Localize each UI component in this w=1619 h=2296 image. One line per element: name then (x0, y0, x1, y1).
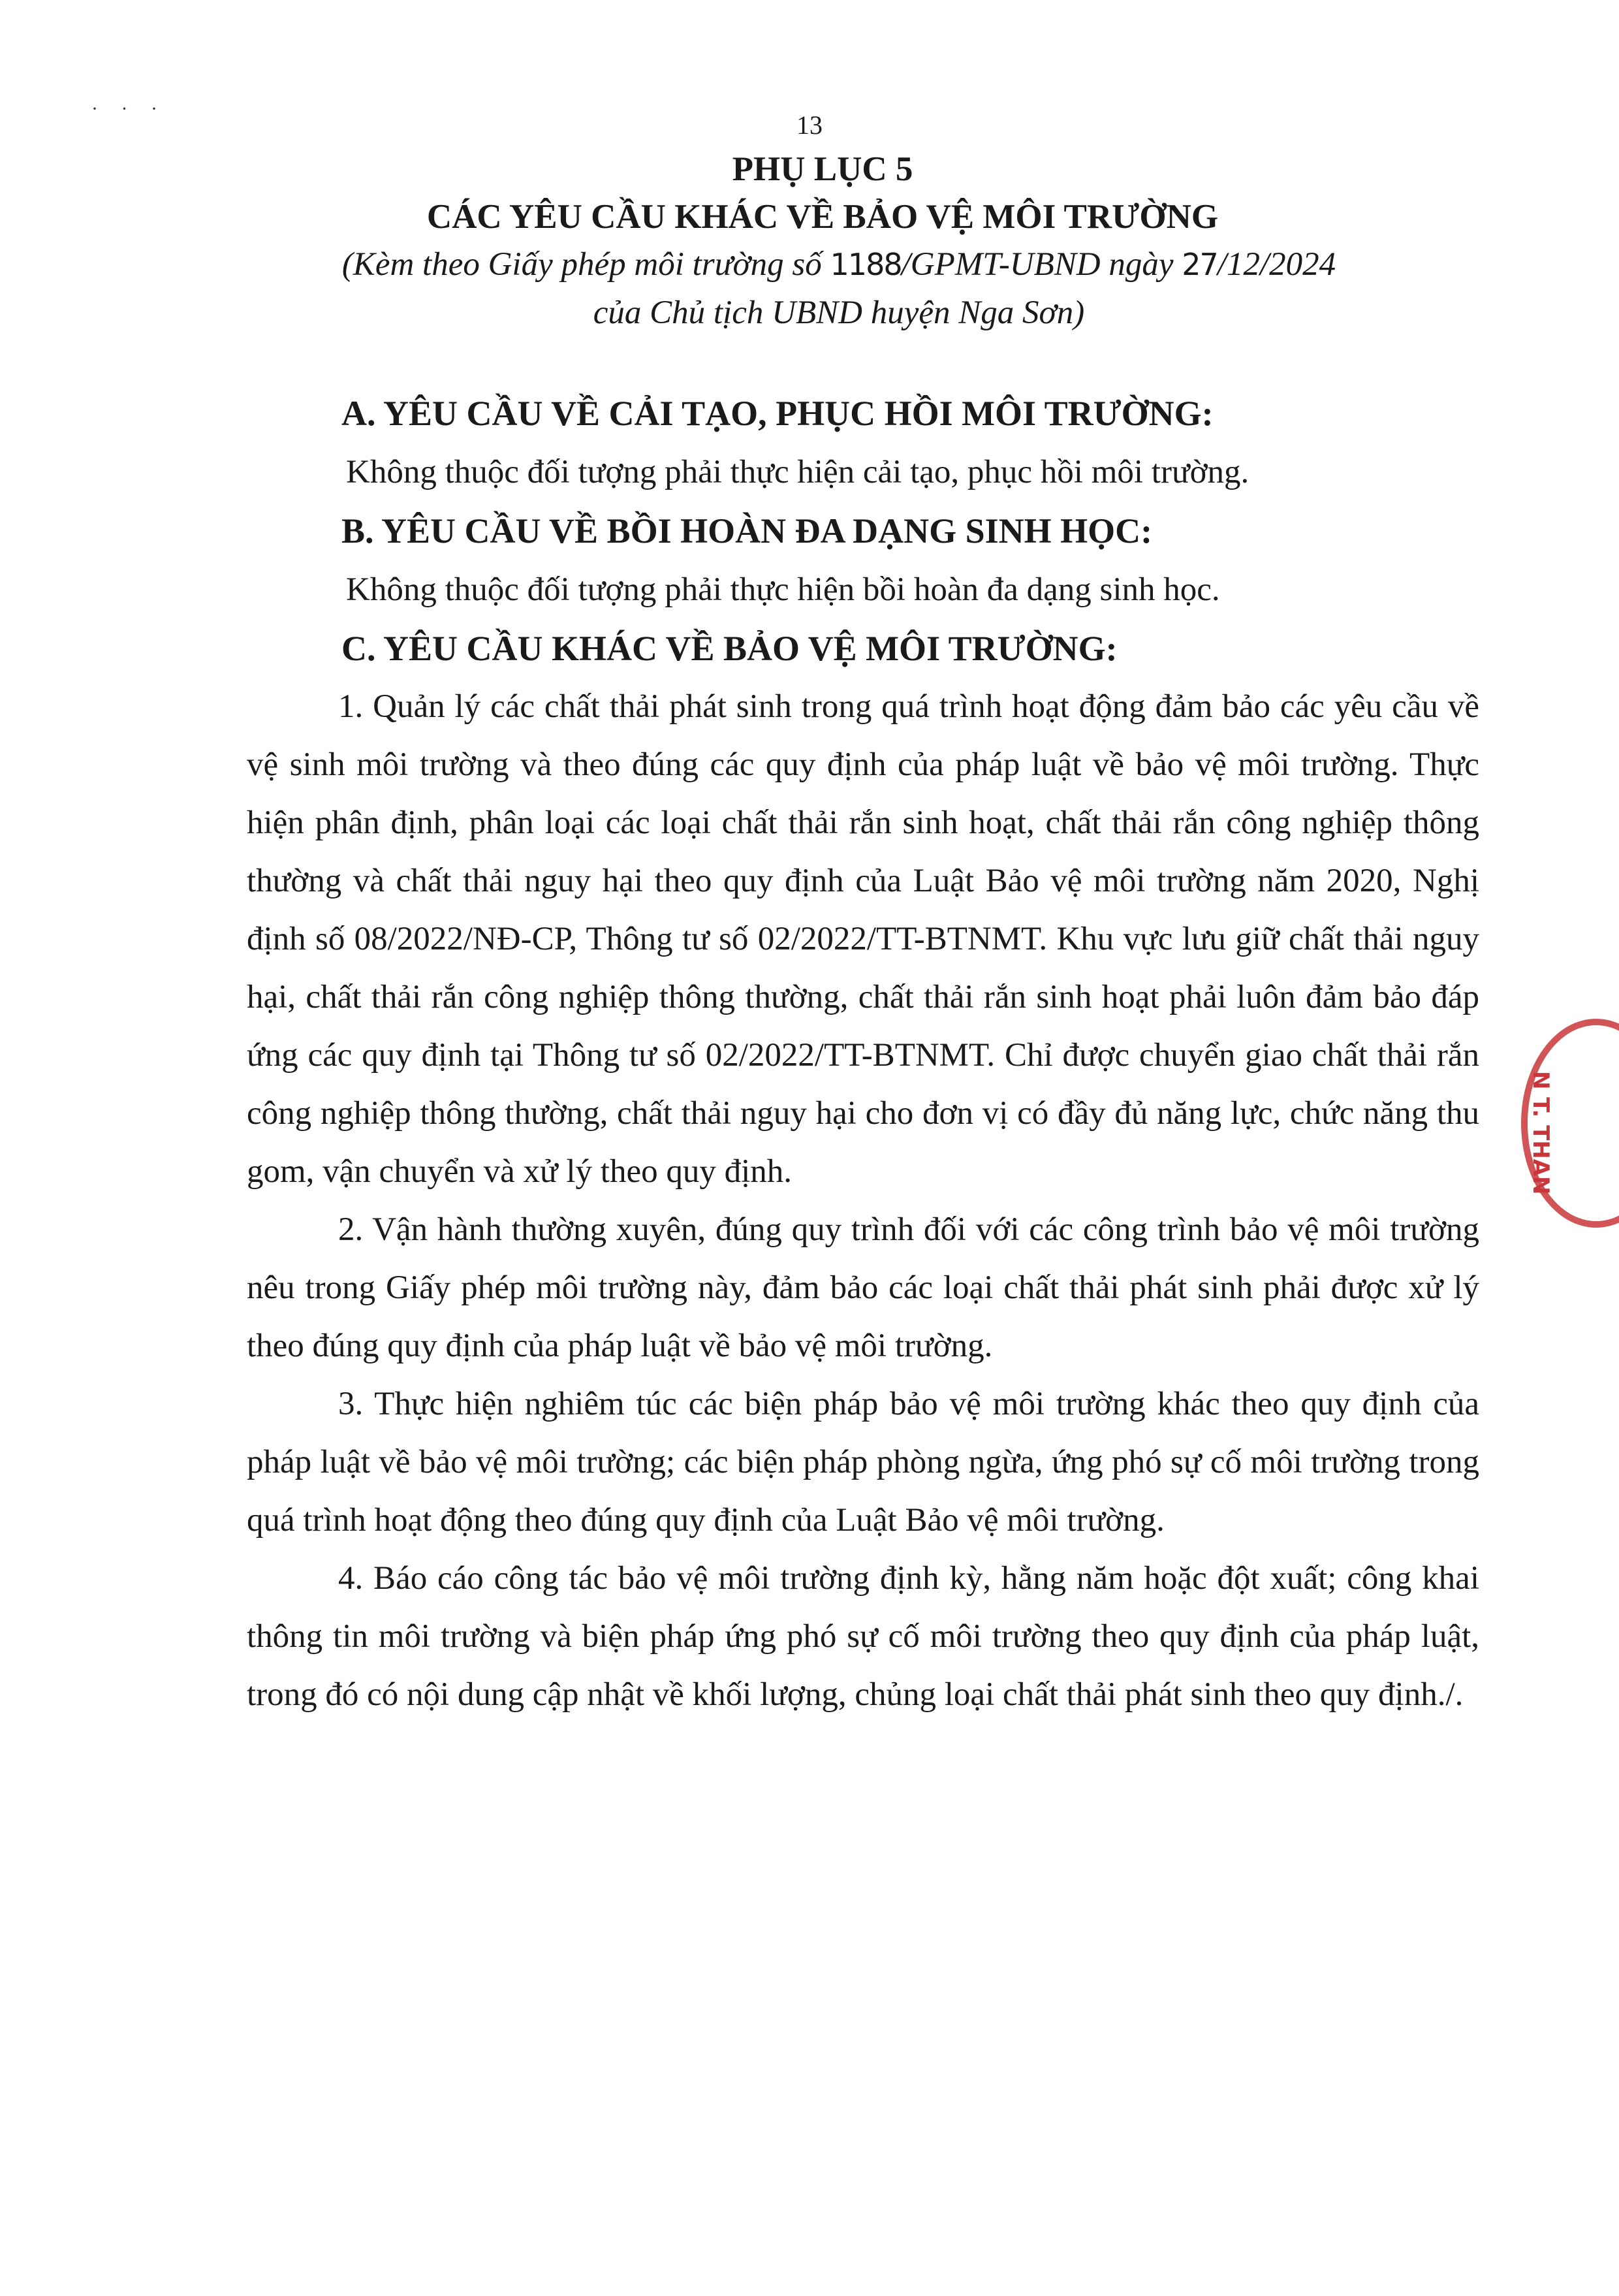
scan-specks: · · · (91, 98, 166, 120)
handwritten-permit-number: 1188 (830, 247, 902, 282)
requirement-paragraph-4: 4. Báo cáo công tác bảo vệ môi trường định kỳ, hằng năm hoặc đột xuất; công khai thông tin môi trường và biện pháp ứng phó sự cố môi trường theo quy định của pháp luật, trong đó có nội dung cập nhật về khối lượng, chủng loại chất thải phát sinh theo quy định./. (247, 1560, 1479, 1713)
attachment-middle: /GPMT-UBND ngày (901, 246, 1182, 283)
section-a-heading: A. YÊU CẦU VỀ CẢI TẠO, PHỤC HỒI MÔI TRƯỜNG: (341, 394, 1214, 433)
issuer-line: của Chủ tịch UBND huyện Nga Sơn) (593, 295, 1085, 331)
attachment-suffix: /12/2024 (1217, 246, 1336, 283)
requirement-paragraph-1: 1. Quản lý các chất thải phát sinh trong quá trình hoạt động đảm bảo các yêu cầu về vệ sinh môi trường và theo đúng các quy định của pháp luật về bảo vệ môi trường. Thực hiện phân định, phân loại các loại chất thải rắn sinh hoạt, chất thải rắn công nghiệp thông thường và chất thải nguy hại theo quy định của Luật Bảo vệ môi trường năm 2020, Nghị định số 08/2022/NĐ-CP, Thông tư số 02/2022/TT-BTNMT. Khu vực lưu giữ chất thải nguy hại, chất thải rắn công nghiệp thông thường, chất thải rắn sinh hoạt phải luôn đảm bảo đáp ứng các quy định tại Thông tư số 02/2022/TT-BTNMT. Chỉ được chuyển giao chất thải rắn công nghiệp thông thường, chất thải nguy hại cho đơn vị có đầy đủ năng lực, chức năng thu gom, vận chuyển và xử lý theo quy định. (247, 688, 1479, 1190)
requirement-paragraph-2: 2. Vận hành thường xuyên, đúng quy trình đối với các công trình bảo vệ môi trường nêu trong Giấy phép môi trường này, đảm bảo các loại chất thải phát sinh phải được xử lý theo đúng quy định của pháp luật về bảo vệ môi trường. (247, 1211, 1479, 1364)
appendix-title: PHỤ LỤC 5 (732, 150, 913, 188)
handwritten-day: 27 (1182, 247, 1218, 282)
requirement-paragraph-3: 3. Thực hiện nghiêm túc các biện pháp bảo vệ môi trường khác theo quy định của pháp luật về bảo vệ môi trường; các biện pháp phòng ngừa, ứng phó sự cố môi trường trong quá trình hoạt động theo đúng quy định của Luật Bảo vệ môi trường. (247, 1386, 1479, 1539)
section-c-heading: C. YÊU CẦU KHÁC VỀ BẢO VỆ MÔI TRƯỜNG: (341, 629, 1118, 668)
section-b-heading: B. YÊU CẦU VỀ BỒI HOÀN ĐA DẠNG SINH HỌC: (341, 511, 1153, 550)
appendix-header (0, 145, 1619, 337)
attachment-note (59, 240, 1619, 289)
appendix-subtitle: CÁC YÊU CẦU KHÁC VỀ BẢO VỆ MÔI TRƯỜNG (426, 198, 1219, 236)
stamp-text: N T. THAN (1528, 1071, 1554, 1195)
section-b-text: Không thuộc đối tượng phải thực hiện bồi hoàn đa dạng sinh học. (346, 571, 1220, 608)
section-a-text: Không thuộc đối tượng phải thực hiện cải tạo, phục hồi môi trường. (346, 454, 1250, 490)
document-body (247, 384, 1479, 1724)
attachment-prefix: (Kèm theo Giấy phép môi trường số (341, 246, 830, 283)
page-number: 13 (796, 110, 823, 140)
